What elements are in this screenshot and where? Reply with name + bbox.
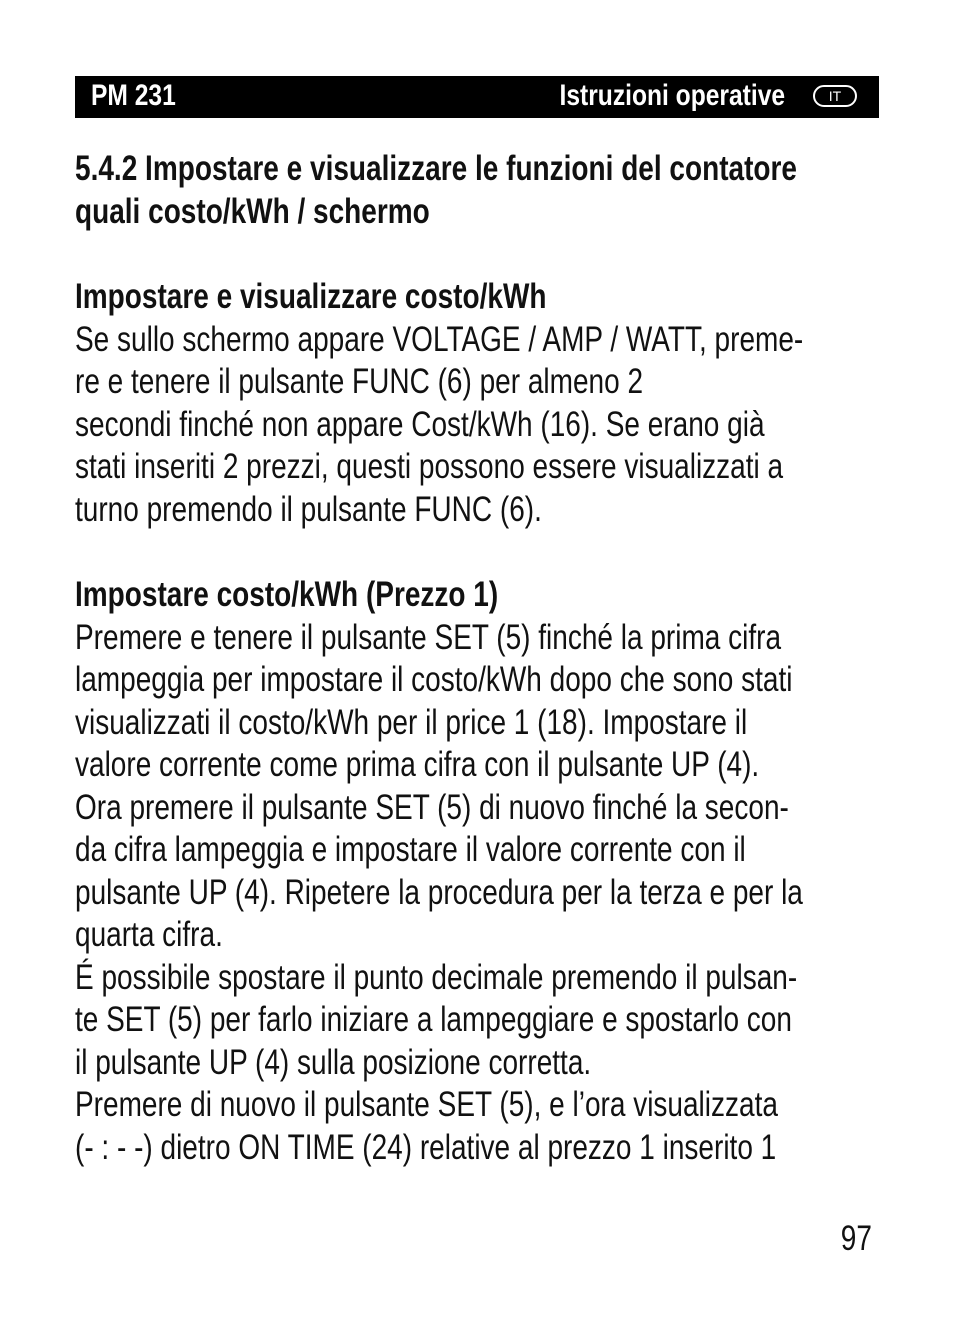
paragraph-line: visualizzati il costo/kWh per il price 1 (18). Impostare il (75, 703, 748, 742)
subheading-set-price-1: Impostare costo/kWh (Prezzo 1) (75, 575, 499, 614)
subheading-view-cost: Impostare e visualizzare costo/kWh (75, 277, 547, 316)
paragraph-line: da cifra lampeggia e impostare il valore corrente con il (75, 830, 746, 869)
paragraph-line: (- : - -) dietro ON TIME (24) relative al prezzo 1 inserito 1 (75, 1128, 777, 1167)
paragraph-line: pulsante UP (4). Ripetere la procedura per la terza e per la (75, 873, 803, 912)
paragraph-line: lampeggia per impostare il costo/kWh dopo che sono stati (75, 660, 793, 699)
header-model: PM 231 (91, 79, 176, 112)
paragraph-line: valore corrente come prima cifra con il pulsante UP (4). (75, 745, 760, 784)
language-badge: IT (813, 85, 857, 107)
paragraph-line: turno premendo il pulsante FUNC (6). (75, 490, 542, 529)
paragraph-line: Premere di nuovo il pulsante SET (5), e l’ora visualizzata (75, 1085, 778, 1124)
paragraph-line: quarta cifra. (75, 915, 223, 954)
paragraph-line: il pulsante UP (4) sulla posizione corretta. (75, 1043, 592, 1082)
paragraph-line: Premere e tenere il pulsante SET (5) finché la prima cifra (75, 618, 782, 657)
header-bar (75, 76, 879, 118)
paragraph-line: re e tenere il pulsante FUNC (6) per almeno 2 (75, 362, 644, 401)
paragraph-line: Ora premere il pulsante SET (5) di nuovo finché la secon- (75, 788, 789, 827)
section-heading-line-1: 5.4.2 Impostare e visualizzare le funzioni del contatore (75, 149, 797, 188)
section-heading-line-2: quali costo/kWh / schermo (75, 192, 430, 231)
header-title: Istruzioni operative (559, 79, 785, 112)
paragraph-line: te SET (5) per farlo iniziare a lampeggiare e spostarlo con (75, 1000, 792, 1039)
paragraph-line: É possibile spostare il punto decimale premendo il pulsan- (75, 958, 798, 997)
paragraph-line: Se sullo schermo appare VOLTAGE / AMP / WATT, preme- (75, 320, 804, 359)
paragraph-line: stati inseriti 2 prezzi, questi possono essere visualizzati a (75, 447, 784, 486)
page-number: 97 (840, 1219, 872, 1258)
paragraph-line: secondi finché non appare Cost/kWh (16). Se erano già (75, 405, 765, 444)
